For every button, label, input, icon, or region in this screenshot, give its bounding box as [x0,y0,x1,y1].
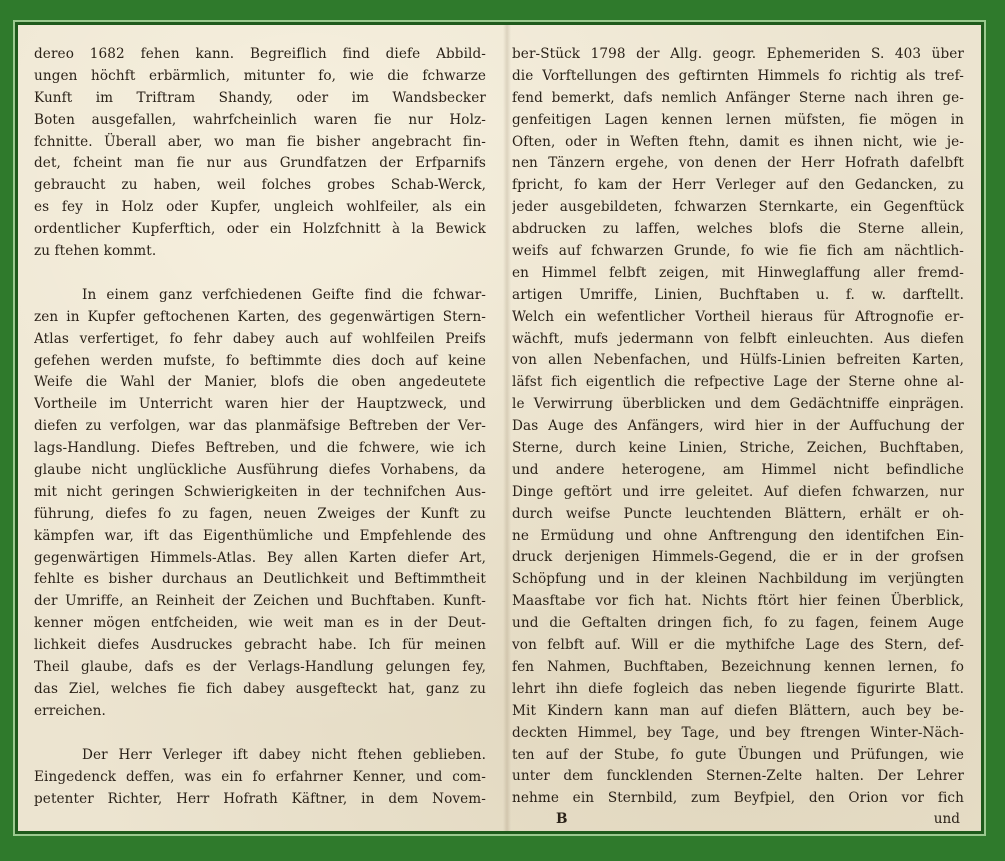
text-line: Mit Kindern kann man auf diefen Blättern, auch bey be- [512,702,964,719]
green-frame [13,20,986,836]
text-line: der Umriffe, an Reinheit der Zeichen und Buchftaben. Kunft- [34,593,486,610]
text-line: kämpfen war, ift das Eigenthümliche und Empfehlende des [34,527,486,544]
paragraph-1 [34,44,486,263]
signature-mark: B [556,811,568,827]
text-line: Dinge geftört und irre geleitet. Auf diefen fchwarzen, nur [512,483,964,500]
paragraph-gap [34,723,486,745]
text-line: unter dem funcklenden Sternen-Zelte halten. Der Lehrer [512,768,964,785]
text-line: und andere heterogene, am Himmel nicht befindliche [512,461,964,478]
text-line: Eingedenck deffen, was ein fo erfahrner Kenner, und com- [34,768,486,785]
text-line: gebraucht zu haben, weil folches grobes Schab-Werck, [34,177,486,194]
page-footer [512,811,964,831]
text-line: und die Geftalten dringen fich, fo zu fagen, feinem Auge [512,615,964,632]
text-line: wächft, mufs jedermann von felbft einleuchten. Aus diefen [512,330,964,347]
text-line: Das Auge des Anfängers, wird hier in der Auffuchung der [512,418,964,435]
text-line: Often, oder in Weften ftehn, damit es ihnen nicht, wie je- [512,133,964,150]
text-line: fchnitte. Überall aber, wo man fie bisher angebracht fin- [34,133,486,150]
book-page [18,25,981,831]
text-line: das Ziel, welches fie fich dabey ausgefteckt hat, ganz zu [34,680,486,697]
page-gutter [503,25,511,831]
text-line: fend bemerkt, dafs nemlich Anfänger Sterne nach ihren ge- [512,89,964,106]
text-line: läfst fich eigentlich die refpective Lage der Sterne ohne al- [512,374,964,391]
text-line: Weife die Wahl der Manier, blofs die oben angedeutete [34,374,486,391]
text-line: fehlte es bisher durchaus an Deutlichkeit und Beftimmtheit [34,571,486,588]
text-line: glaube nicht unglückliche Ausführung diefes Vorhabens, da [34,462,486,479]
text-line: nen Tänzern ergehe, von denen der Herr Hofrath dafelbft [512,155,964,172]
text-line: lags-Handlung. Diefes Beftreben, und die fchwere, wie ich [34,440,486,457]
text-line: Sterne, durch keine Linien, Striche, Zeichen, Buchftaben, [512,440,964,457]
text-line: zen in Kupfer geftochenen Karten, des gegenwärtigen Stern- [34,308,486,325]
text-line: Maasftabe vor fich hat. Nichts ftört hier feinen Überblick, [512,593,964,610]
text-line: kenner mögen entfcheiden, wie weit man es in der Deut- [34,615,486,632]
text-line: Schöpfung und in der kleinen Nachbildung im verjüngten [512,571,964,588]
text-line: weifs auf fchwarzen Grunde, fo wie fie fich am nächtlich- [512,243,964,260]
text-line: Boten ausgefallen, wahrfcheinlich waren fie nur Holz- [34,111,486,128]
text-line: ungen höchft erbärmlich, mitunter fo, wie die fchwarze [34,67,486,84]
text-line: en Himmel felbft zeigen, mit Hinweglaffung aller fremd- [512,264,964,281]
right-column [512,44,964,810]
text-line: von allen Nebenfachen, und Hülfs-Linien befreiten Karten, [512,352,964,369]
text-line: ten auf der Stube, fo gute Übungen und Prüfungen, wie [512,746,964,763]
text-line: Atlas verfertiget, fo fehr dabey auch auf wohlfeilen Preifs [34,330,486,347]
text-line: jeder ausgebildeten, fchwarzen Sternkarte, ein Gegenftück [512,199,964,216]
paragraph-3 [34,745,486,811]
text-line: ne Ermüdung und ohne Anftrengung den identifchen Ein- [512,527,964,544]
text-line: von felbft auf. Will er die mythifche Lage des Stern, def- [512,637,964,654]
text-line: erreichen. [34,702,106,719]
text-line: genfeitigen Lagen kennen lernen müfsten, fie mögen in [512,111,964,128]
text-line: die Vorftellungen des geftirnten Himmels fo richtig als tref- [512,67,964,84]
text-line: abdrucken zu laffen, welches blofs die Sterne allein, [512,221,964,238]
text-line: Theil glaube, dafs es der Verlags-Handlung gelungen fey, [34,659,486,676]
text-line: Kunft im Triftram Shandy, oder im Wandsbecker [34,89,486,106]
text-line: fen Nahmen, Buchftaben, Bezeichnung kennen lernen, fo [512,658,964,675]
text-line: Der Herr Verleger ift dabey nicht ftehen geblieben. [82,746,486,763]
catchword: und [933,811,960,827]
text-line: durch weifse Puncte leuchtenden Blättern, erhält er oh- [512,505,964,522]
paragraph-gap [34,263,486,285]
text-line: führung, diefes fo zu fagen, neuen Zweiges der Kunft zu [34,505,486,522]
text-line: mit nicht geringen Schwierigkeiten in der technifchen Aus- [34,483,486,500]
text-line: deckten Himmel, bey Tage, und bey ftrengen Winter-Näch- [512,724,964,741]
text-line: druck derjenigen Himmels-Gegend, die er in der grofsen [512,549,964,566]
text-line: det, fcheint man fie nur aus Grundfatzen der Erfparnifs [34,155,486,172]
text-line: ber-Stück 1798 der Allg. geogr. Ephemeriden S. 403 über [512,46,964,62]
text-line: gefehen werden mufste, fo beftimmte dies doch auf keine [34,352,486,369]
text-line: gegenwärtigen Himmels-Atlas. Bey allen Karten diefer Art, [34,549,486,566]
paragraph-2 [34,285,486,723]
text-line: fpricht, fo kam der Herr Verleger auf den Gedancken, zu [512,177,964,194]
text-line: zu ftehen kommt. [34,243,157,260]
text-line: ordentlicher Kupferftich, oder ein Holzfchnitt à la Bewick [34,221,486,238]
text-line: es fey in Holz oder Kupfer, ungleich wohlfeiler, als ein [34,199,486,216]
text-line: lehrt ihn diefe fogleich das neben liegende figurirte Blatt. [512,680,964,697]
text-line: In einem ganz verfchiedenen Geifte find die fchwar- [82,286,486,303]
text-line: lichkeit diefes Ausdruckes gebracht habe. Ich für meinen [34,637,486,654]
text-line: petenter Richter, Herr Hofrath Käftner, in dem Novem- [34,790,486,807]
left-column [34,44,486,810]
text-line: Welch ein wefentlicher Vortheil hieraus für Aftrognofie er- [512,308,964,325]
text-line: Vortheile im Unterricht waren hier der Hauptzweck, und [34,396,486,413]
text-line: artigen Umriffe, Linien, Buchftaben u. f. w. darftellt. [512,286,964,303]
text-line: dereo 1682 fehen kann. Begreiflich find diefe Abbild- [34,46,486,62]
text-line: le Verwirrung überblicken und dem Gedächtniffe einprägen. [512,396,964,413]
text-line: diefen zu verfolgen, war das planmäfsige Beftreben der Ver- [34,418,486,435]
text-line: nehme ein Sternbild, zum Beyfpiel, den Orion vor fich [512,790,964,807]
